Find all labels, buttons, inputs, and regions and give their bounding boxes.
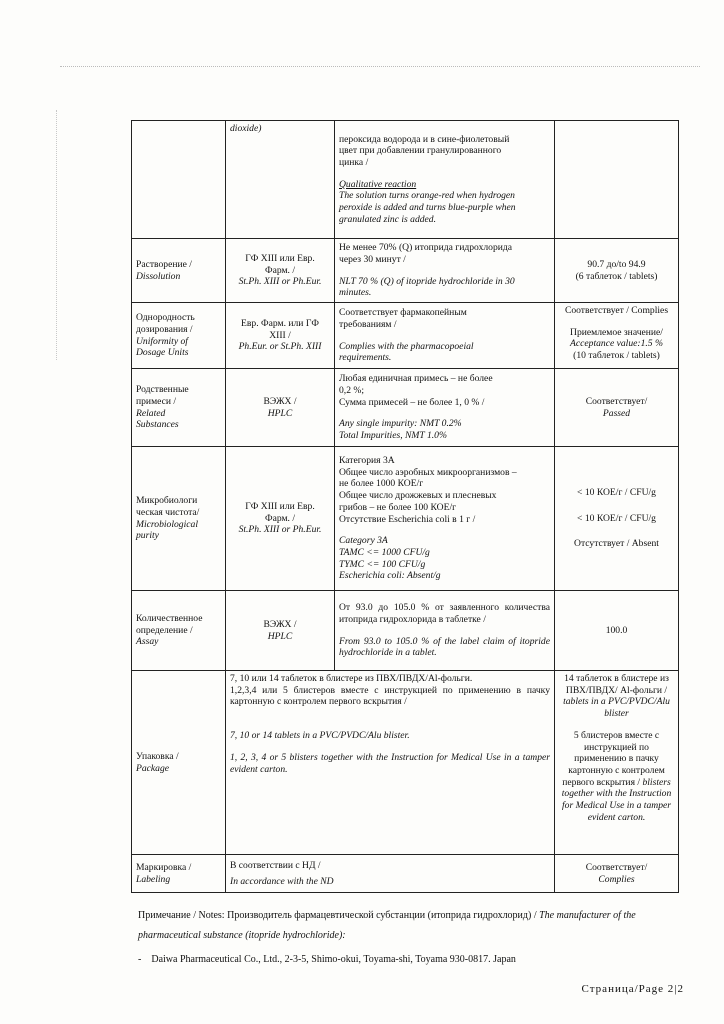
method-cell: dioxide) bbox=[226, 121, 335, 239]
result-cell: 14 таблеток в блистере из ПВХ/ПВДХ/ Al-фольги / tablets in a PVC/PVDC/Alu blister 5 блистеров вместе с инструкцией по применению в пачку картонную с контролем первого вскрытия / blisters together with the Instruction for Medical Use in a tamper evident carton. bbox=[555, 671, 679, 855]
method-cell: ГФ XIII или Евр. Фарм. / St.Ph. XIII or Ph.Eur. bbox=[226, 239, 335, 303]
result-cell bbox=[555, 121, 679, 239]
norm-cell: Любая единичная примесь – не более 0,2 %; Сумма примесей – не более 1, 0 % / Any single impurity: NMT 0.2% Total Impurities, NMT 1.0% bbox=[335, 369, 555, 447]
param-cell: Микробиологи ческая чистота/ Microbiological purity bbox=[132, 447, 226, 591]
method-cell: Евр. Фарм. или ГФ XIII / Ph.Eur. or St.Ph. XIII bbox=[226, 303, 335, 369]
norm-cell: Не менее 70% (Q) итоприда гидрохлорида через 30 минут / NLT 70 % (Q) of itopride hydrochloride in 30 minutes. bbox=[335, 239, 555, 303]
param-cell bbox=[132, 121, 226, 239]
manufacturer-note: Примечание / Notes: Производитель фармацевтической субстанции (итоприда гидрохлорид) / The manufacturer of the pharmaceutical substance (itopride hydrochloride): - Daiwa Pharmaceutical Co., Ltd., 2-3-5, Shimo-okui, Toyama-shi, Toyama 930-0817. Japan bbox=[138, 910, 636, 965]
param-cell: Родственные примеси / Related Substances bbox=[132, 369, 226, 447]
result-cell: 100.0 bbox=[555, 591, 679, 671]
param-cell: Количественное определение / Assay bbox=[132, 591, 226, 671]
scan-artifact-left bbox=[56, 110, 59, 360]
norm-cell: От 93.0 до 105.0 % от заявленного количества итоприда гидрохлорида в таблетке / From 93.0 to 105.0 % of the label claim of itopride hydrochloride in a tablet. bbox=[335, 591, 555, 671]
table-row bbox=[132, 369, 679, 447]
param-cell: Маркировка / Labeling bbox=[132, 855, 226, 893]
param-cell: Упаковка / Package bbox=[132, 671, 226, 855]
result-cell: Соответствует/ Complies bbox=[555, 855, 679, 893]
table-row bbox=[132, 855, 679, 893]
result-cell: 90.7 до/to 94.9 (6 таблеток / tablets) bbox=[555, 239, 679, 303]
method-cell: ВЭЖХ / HPLC bbox=[226, 369, 335, 447]
page-number: Страница/Page 2|2 bbox=[581, 983, 684, 995]
table-row bbox=[132, 591, 679, 671]
result-cell: Соответствует / Complies Приемлемое значение/ Acceptance value:1.5 % (10 таблеток / tablets) bbox=[555, 303, 679, 369]
package-description-cell: 7, 10 или 14 таблеток в блистере из ПВХ/ПВДХ/Al-фольги. 1,2,3,4 или 5 блистеров вместе с инструкцией по применению в пачку картонную с контролем первого вскрытия / 7, 10 or 14 tablets in a PVC/PVDC/Alu blister. 1, 2, 3, 4 or 5 blisters together with the Instruction for Medical Use in a tamper evident carton. bbox=[226, 671, 555, 855]
scan-artifact-top bbox=[60, 66, 700, 69]
result-cell: < 10 КОЕ/г / CFU/g < 10 КОЕ/г / CFU/g Отсутствует / Absent bbox=[555, 447, 679, 591]
specification-table bbox=[131, 120, 679, 893]
result-cell: Соответствует/ Passed bbox=[555, 369, 679, 447]
table-row bbox=[132, 447, 679, 591]
method-cell: ГФ XIII или Евр. Фарм. / St.Ph. XIII or Ph.Eur. bbox=[226, 447, 335, 591]
norm-cell: пероксида водорода и в сине-фиолетовый цвет при добавлении гранулированного цинка / Qualitative reaction The solution turns orange-red when hydrogen peroxide is added and turns blue-purple when granulated zinc is added. bbox=[335, 121, 555, 239]
param-cell: Однородность дозирования / Uniformity of Dosage Units bbox=[132, 303, 226, 369]
norm-cell: Соответствует фармакопейным требованиям / Complies with the pharmacopoeial requirements. bbox=[335, 303, 555, 369]
norm-cell: Категория 3А Общее число аэробных микроорганизмов – не более 1000 КОЕ/г Общее число дрожжевых и плесневых грибов – не более 100 КОЕ/г Отсутствие Escherichia coli в 1 г / Category 3A TAMC <= 1000 CFU/g TYMC <= 100 CFU/g Escherichia coli: Absent/g bbox=[335, 447, 555, 591]
param-cell: Растворение / Dissolution bbox=[132, 239, 226, 303]
table-row bbox=[132, 239, 679, 303]
table-row bbox=[132, 671, 679, 855]
method-cell: ВЭЖХ / HPLC bbox=[226, 591, 335, 671]
labeling-description-cell: В соответствии с НД / In accordance with the ND bbox=[226, 855, 555, 893]
table-row bbox=[132, 303, 679, 369]
table-row bbox=[132, 121, 679, 239]
